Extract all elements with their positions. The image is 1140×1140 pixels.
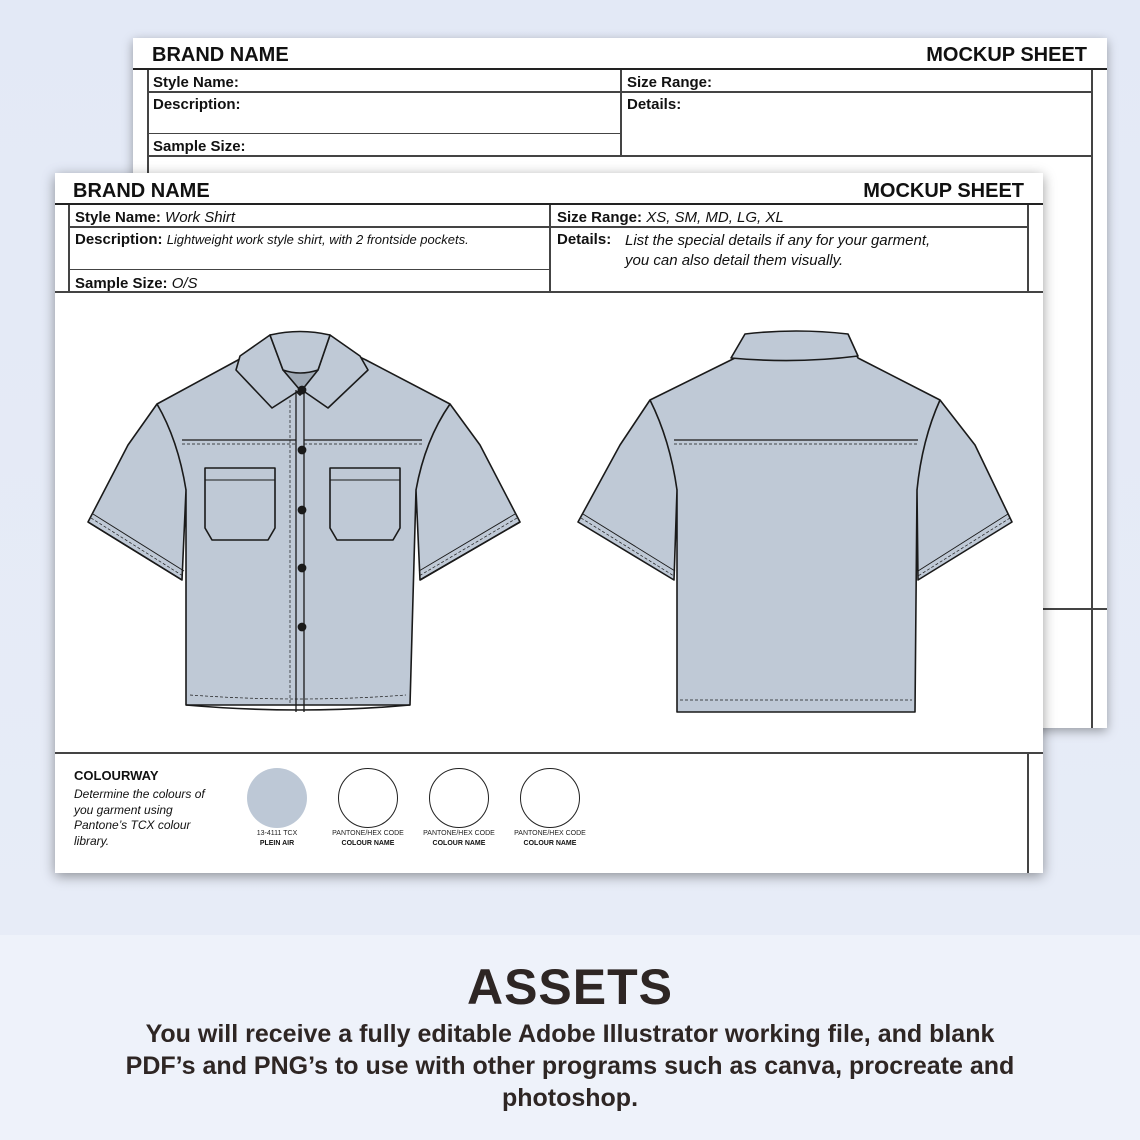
front-colourway-rule — [55, 752, 1043, 754]
back-sample-size-label: Sample Size: — [153, 138, 246, 155]
swatch-code: PANTONE/HEX CODE — [514, 830, 586, 837]
back-description-label: Description: — [153, 96, 241, 113]
swatch-circle — [520, 768, 580, 828]
front-row-rule-2 — [68, 269, 549, 270]
back-row-rule-3 — [147, 155, 1091, 157]
sample-size-label: Sample Size: — [75, 275, 168, 292]
size-range-label: Size Range: — [557, 209, 643, 226]
front-row-rule-1 — [68, 226, 1027, 228]
style-name-value: Work Shirt — [165, 209, 236, 226]
back-middle-rule — [620, 70, 622, 156]
sample-size-field — [75, 275, 198, 292]
front-sheet-type: MOCKUP SHEET — [863, 180, 1024, 202]
back-size-range-label: Size Range: — [627, 74, 713, 91]
front-middle-rule — [549, 205, 551, 292]
assets-description: You will receive a fully editable Adobe Illustrator working file, and blank PDF’s and PNG’s to use with other programs such as canva, procreate and photoshop. — [125, 1020, 1015, 1112]
garment-illustrations — [55, 293, 1043, 751]
back-style-name-label: Style Name: — [153, 74, 239, 91]
colourway-title: COLOURWAY — [74, 768, 159, 783]
back-sheet-type: MOCKUP SHEET — [926, 44, 1087, 66]
description-value: Lightweight work style shirt, with 2 frontside pockets. — [166, 232, 469, 247]
shirt-back-view — [578, 331, 1012, 712]
back-right-rule — [1091, 70, 1093, 728]
sample-size-value: O/S — [171, 275, 198, 292]
colourway-description: Determine the colours of you garment using Pantone’s TCX colour library. — [74, 787, 205, 848]
back-details-label: Details: — [627, 96, 682, 113]
details-field — [557, 231, 611, 248]
style-name-label: Style Name: — [75, 209, 161, 226]
swatch-code: 13-4111 TCX — [256, 830, 298, 837]
front-mockup-sheet — [55, 173, 1043, 873]
swatch-circle — [429, 768, 489, 828]
details-label: Details: — [557, 231, 612, 248]
front-brand-name: BRAND NAME — [73, 180, 210, 202]
details-value — [625, 231, 930, 271]
description-field — [75, 231, 469, 248]
description-label: Description: — [75, 231, 163, 248]
back-row-rule-1 — [147, 91, 1091, 93]
front-right-rule — [1027, 205, 1029, 292]
details-line-1: List the special details if any for your garment, — [625, 232, 931, 249]
shirt-front-view — [88, 332, 520, 713]
assets-title: ASSETS — [466, 959, 674, 1015]
style-name-field — [75, 209, 235, 226]
size-range-field — [557, 209, 784, 226]
swatch-name: PLEIN AIR — [259, 840, 295, 847]
swatch-code: PANTONE/HEX CODE — [332, 830, 404, 837]
back-brand-name: BRAND NAME — [152, 44, 289, 66]
swatch-name: COLOUR NAME — [432, 840, 486, 847]
front-colourway-right-rule — [1027, 753, 1029, 873]
swatch-name: COLOUR NAME — [523, 840, 577, 847]
back-row-rule-2 — [147, 133, 620, 134]
swatch-code: PANTONE/HEX CODE — [423, 830, 495, 837]
front-left-rule — [68, 205, 70, 292]
swatch-name: COLOUR NAME — [341, 840, 395, 847]
back-bottom-rule — [1043, 608, 1107, 610]
size-range-value: XS, SM, MD, LG, XL — [646, 209, 784, 226]
details-line-2: you can also detail them visually. — [625, 252, 844, 269]
swatch-circle — [247, 768, 307, 828]
swatch-circle — [338, 768, 398, 828]
